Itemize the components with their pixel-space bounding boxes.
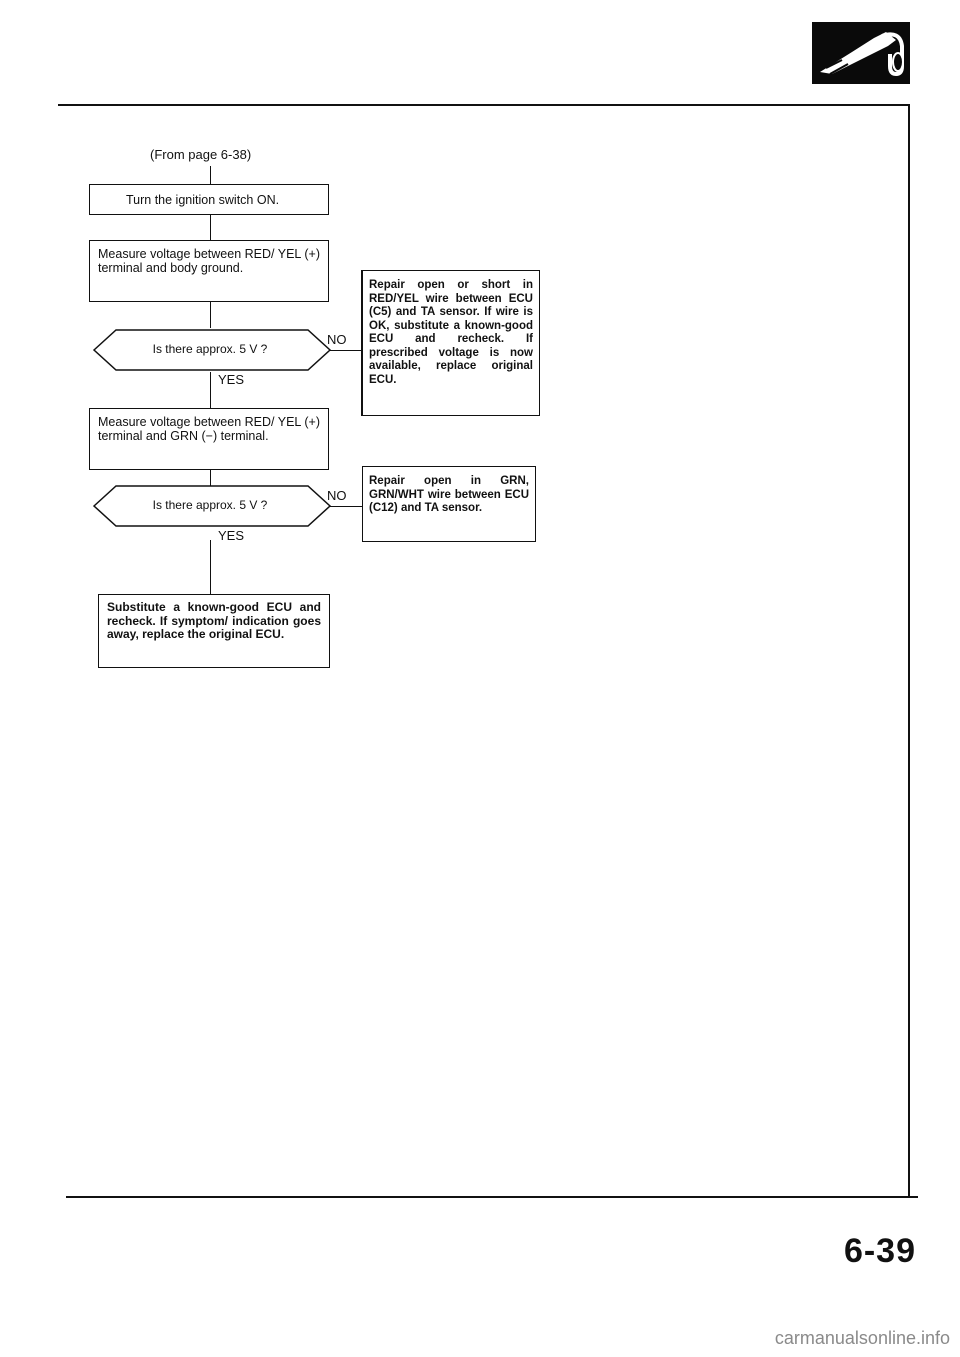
question-approx-5v: Is there approx. 5 V ?	[152, 342, 268, 356]
bottom-rule	[66, 1196, 918, 1198]
step-text: Substitute a known-good ECU and recheck. If symptom/ indication goes away, replace the original ECU.	[107, 600, 321, 641]
step-measure-voltage-grn	[89, 408, 329, 470]
connector	[210, 166, 211, 184]
step-measure-voltage-body-ground	[89, 240, 329, 302]
question-approx-5v: Is there approx. 5 V ?	[152, 498, 268, 512]
no-label: NO	[327, 488, 347, 503]
step-text: Measure voltage between RED/ YEL (+) terminal and GRN (−) terminal.	[98, 415, 320, 443]
action-text: Repair open in GRN, GRN/WHT wire between ECU (C12) and TA sensor.	[369, 475, 529, 514]
right-rule	[908, 104, 910, 1196]
from-page-reference: (From page 6-38)	[150, 147, 252, 162]
step-text: Turn the ignition switch ON.	[126, 193, 280, 207]
connector	[210, 302, 211, 328]
step-turn-ignition-on	[89, 184, 329, 215]
step-text: Measure voltage between RED/ YEL (+) terminal and body ground.	[98, 247, 320, 275]
step-substitute-ecu	[98, 594, 330, 668]
page-number: 6-39	[843, 1232, 916, 1270]
watermark: carmanualsonline.info	[774, 1328, 950, 1348]
connector	[210, 540, 211, 594]
top-rule	[58, 104, 910, 106]
repair-grn-wire	[362, 466, 536, 542]
connector	[210, 214, 211, 240]
fuel-pump-logo	[812, 22, 910, 84]
fuel-pump-icon	[812, 22, 910, 84]
connector	[210, 372, 211, 408]
no-label: NO	[327, 332, 347, 347]
action-text: Repair open or short in RED/YEL wire between ECU (C5) and TA sensor. If wire is OK, substitute a known-good ECU and recheck. If prescribed voltage is now available, replace original ECU.	[369, 279, 533, 386]
no-connector	[330, 350, 362, 351]
yes-label: YES	[218, 372, 245, 387]
repair-red-yel-wire	[362, 270, 540, 416]
no-connector	[330, 506, 362, 507]
yes-label: YES	[218, 528, 245, 543]
